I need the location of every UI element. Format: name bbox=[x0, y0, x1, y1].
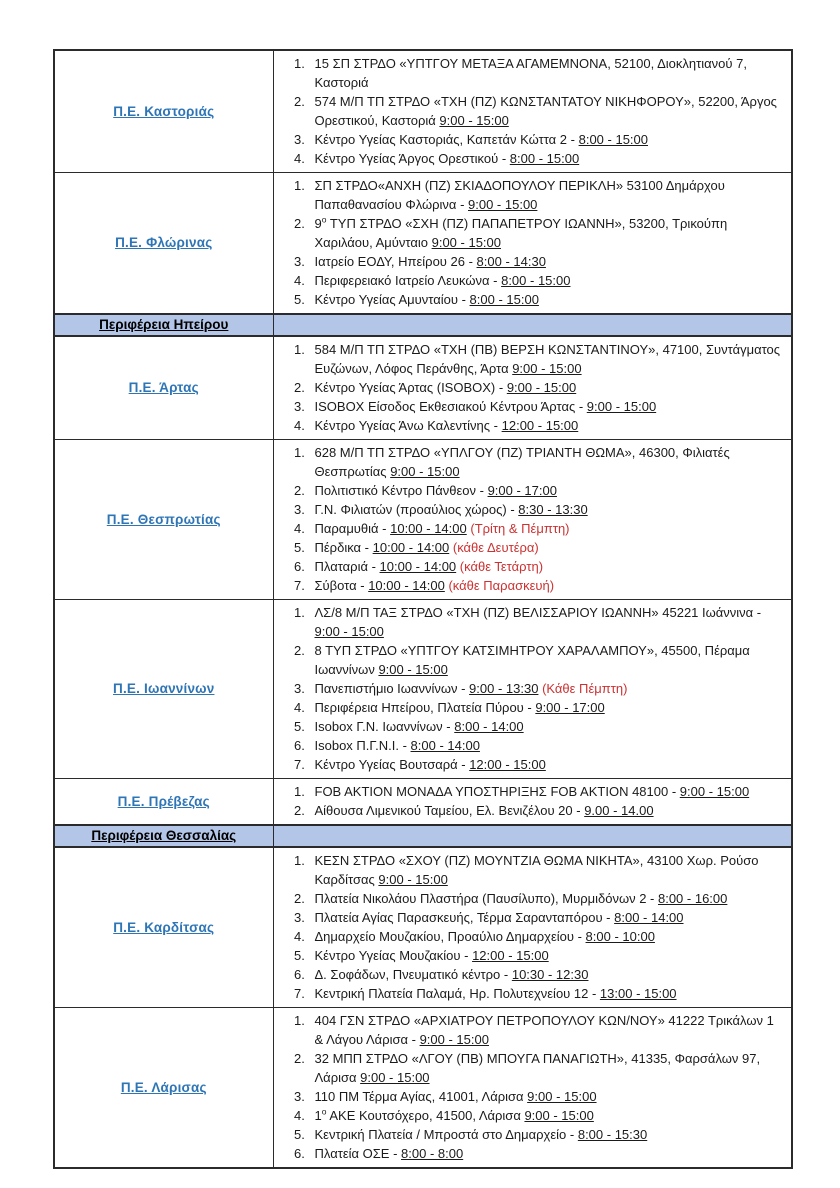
location-item bbox=[309, 519, 784, 538]
location-text: Κέντρο Υγείας Άρτας (ISOBOX) - bbox=[314, 380, 507, 395]
time-range: 9:00 - 13:30 bbox=[469, 681, 539, 696]
region-name-cell bbox=[54, 779, 273, 826]
locations-cell bbox=[273, 1008, 792, 1169]
schedule-day-note: (κάθε Τετάρτη) bbox=[459, 559, 544, 574]
time-range: 9:00 - 17:00 bbox=[535, 700, 605, 715]
time-range: 9:00 - 15:00 bbox=[586, 399, 657, 414]
location-item bbox=[309, 576, 784, 595]
time-range: 8:00 - 14:00 bbox=[614, 910, 684, 925]
location-item bbox=[309, 698, 784, 717]
location-text: ΣΠ ΣΤΡΔΟ«ΑΝΧΗ (ΠΖ) ΣΚΙΑΔΟΠΟΥΛΟΥ ΠΕΡΙΚΛΗ» 53100 Δημάρχου Παπαθανασίου Φλώρινα - bbox=[314, 178, 725, 212]
time-range: 9:00 - 15:00 bbox=[468, 197, 538, 212]
location-text: 9 bbox=[314, 216, 322, 231]
time-range: 9:00 - 15:00 bbox=[431, 235, 501, 250]
region-link[interactable]: Π.Ε. Καρδίτσας bbox=[113, 919, 215, 935]
time-range: 9:00 - 15:00 bbox=[419, 1032, 489, 1047]
location-text: 1 bbox=[314, 1108, 322, 1123]
region-name-cell bbox=[54, 50, 273, 173]
location-item bbox=[309, 984, 784, 1003]
location-item bbox=[309, 679, 784, 698]
location-text: 584 Μ/Π ΤΠ ΣΤΡΔΟ «ΤΧΗ (ΠΒ) ΒΕΡΣΗ ΚΩΝΣΤΑΝΤΙΝΟΥ», 47100, Συντάγματος Ευζώνων, Λόφος Περάνθης, Άρτα bbox=[314, 342, 781, 376]
location-text: Δημαρχείο Μουζακίου, Προαύλιο Δημαρχείου - bbox=[314, 929, 586, 944]
ordinal-suffix: ο bbox=[321, 1106, 327, 1117]
location-text: 110 ΠΜ Τέρμα Αγίας, 41001, Λάρισα bbox=[314, 1089, 528, 1104]
time-range: 9:00 - 15:00 bbox=[439, 113, 509, 128]
location-text: 628 Μ/Π ΤΠ ΣΤΡΔΟ «ΥΠΛΓΟΥ (ΠΖ) ΤΡΙΑΝΤΗ ΘΩΜΑ», 46300, Φιλιατές Θεσπρωτίας bbox=[314, 445, 730, 479]
time-range: 8:00 - 15:00 bbox=[501, 273, 571, 288]
location-text: ΑΚΕ Κουτσόχερο, 41500, Λάρισα bbox=[326, 1108, 525, 1123]
time-range: 8:30 - 13:30 bbox=[518, 502, 588, 517]
region-link[interactable]: Π.Ε. Λάρισας bbox=[120, 1079, 207, 1095]
location-item bbox=[309, 557, 784, 576]
time-range: 10:00 - 14:00 bbox=[390, 521, 467, 536]
location-item bbox=[309, 603, 784, 641]
section-header-label: Περιφέρεια Ηπείρου bbox=[99, 317, 229, 332]
location-text: ΛΣ/8 Μ/Π ΤΑΞ ΣΤΡΔΟ «ΤΧΗ (ΠΖ) ΒΕΛΙΣΣΑΡΙΟΥ ΙΩΑΝΝΗ» 45221 Ιωάννινα - bbox=[314, 605, 762, 620]
location-item bbox=[309, 252, 784, 271]
locations-cell bbox=[273, 847, 792, 1008]
time-range: 9:00 - 15:00 bbox=[524, 1108, 594, 1123]
time-range: 8:00 - 15:00 bbox=[509, 151, 580, 166]
location-item bbox=[309, 340, 784, 378]
schedule-day-note: (Κάθε Πέμπτη) bbox=[542, 681, 628, 696]
region-name-cell bbox=[54, 173, 273, 315]
location-item bbox=[309, 130, 784, 149]
section-header-cell bbox=[54, 825, 273, 847]
region-name-cell bbox=[54, 1008, 273, 1169]
location-item bbox=[309, 443, 784, 481]
location-item bbox=[309, 717, 784, 736]
location-text: Κέντρο Υγείας Αμυνταίου - bbox=[314, 292, 470, 307]
time-range: 9:00 - 15:00 bbox=[378, 872, 448, 887]
schedule-day-note: (Τρίτη & Πέμπτη) bbox=[470, 521, 570, 536]
location-text: Πέρδικα - bbox=[314, 540, 373, 555]
location-item bbox=[309, 416, 784, 435]
region-row bbox=[54, 847, 792, 1008]
time-range: 10:00 - 14:00 bbox=[379, 559, 457, 574]
location-text: ISOBOX Είσοδος Εκθεσιακού Κέντρου Άρτας - bbox=[314, 399, 587, 414]
time-range: 12:00 - 15:00 bbox=[472, 948, 549, 963]
region-link[interactable]: Π.Ε. Φλώρινας bbox=[115, 235, 213, 250]
region-name-cell bbox=[54, 336, 273, 440]
location-text: 15 ΣΠ ΣΤΡΔΟ «ΥΠΤΓΟΥ ΜΕΤΑΞΑ ΑΓΑΜΕΜΝΟΝΑ, 52100, Διοκλητιανού 7, Καστοριά bbox=[314, 56, 747, 90]
time-range: 10:30 - 12:30 bbox=[511, 967, 589, 982]
time-range: 8:00 - 14:30 bbox=[476, 254, 546, 269]
region-link[interactable]: Π.Ε. Πρέβεζας bbox=[117, 793, 210, 809]
time-range: 10:00 - 14:00 bbox=[368, 578, 445, 593]
location-text: Δ. Σοφάδων, Πνευματικό κέντρο - bbox=[314, 967, 512, 982]
region-row bbox=[54, 600, 792, 779]
location-list bbox=[278, 176, 784, 309]
time-range: 9:00 - 15:00 bbox=[360, 1070, 430, 1085]
location-text: Πλαταριά - bbox=[314, 559, 380, 574]
location-item bbox=[309, 538, 784, 557]
region-name-cell bbox=[54, 600, 273, 779]
time-range: 8:00 - 8:00 bbox=[401, 1146, 464, 1161]
time-range: 8:00 - 14:00 bbox=[454, 719, 524, 734]
region-row bbox=[54, 173, 792, 315]
locations-cell bbox=[273, 50, 792, 173]
time-range: 9:00 - 15:00 bbox=[314, 624, 384, 639]
locations-cell bbox=[273, 336, 792, 440]
location-text: FOB AKTION ΜΟΝΑΔΑ ΥΠΟΣΤΗΡΙΞΗΣ FOB AKTION 48100 - bbox=[314, 784, 680, 799]
location-text: Κέντρο Υγείας Καστοριάς, Καπετάν Κώττα 2 - bbox=[314, 132, 579, 147]
location-item bbox=[309, 176, 784, 214]
locations-cell bbox=[273, 173, 792, 315]
location-text: 32 ΜΠΠ ΣΤΡΔΟ «ΛΓΟΥ (ΠΒ) ΜΠΟΥΓΑ ΠΑΝΑΓΙΩΤΗ», 41335, Φαρσάλων 97, Λάρισα bbox=[314, 1051, 761, 1085]
location-item bbox=[309, 851, 784, 889]
location-text: Σύβοτα - bbox=[314, 578, 369, 593]
time-range: 9:00 - 15:00 bbox=[378, 662, 448, 677]
time-range: 8:00 - 15:00 bbox=[578, 132, 648, 147]
location-item bbox=[309, 965, 784, 984]
location-text: 8 ΤΥΠ ΣΤΡΔΟ «ΥΠΤΓΟΥ ΚΑΤΣΙΜΗΤΡΟΥ ΧΑΡΑΛΑΜΠΟΥ», 45500, Πέραμα Ιωαννίνων bbox=[314, 643, 750, 677]
ordinal-suffix: ο bbox=[321, 214, 327, 225]
region-link[interactable]: Π.Ε. Ιωαννίνων bbox=[113, 681, 215, 696]
region-row bbox=[54, 336, 792, 440]
section-header-row bbox=[54, 825, 792, 847]
location-item bbox=[309, 889, 784, 908]
section-header-cell bbox=[54, 314, 273, 336]
location-item bbox=[309, 397, 784, 416]
region-link[interactable]: Π.Ε. Καστοριάς bbox=[113, 103, 215, 119]
time-range: 8:00 - 14:00 bbox=[410, 738, 480, 753]
time-range: 9:00 - 15:00 bbox=[679, 784, 750, 799]
location-item bbox=[309, 1087, 784, 1106]
location-item bbox=[309, 54, 784, 92]
time-range: 9:00 - 15:00 bbox=[506, 380, 577, 395]
locations-table-body bbox=[54, 50, 792, 1168]
location-item bbox=[309, 927, 784, 946]
location-item bbox=[309, 908, 784, 927]
time-range: 12:00 - 15:00 bbox=[501, 418, 579, 433]
location-list bbox=[278, 340, 784, 435]
location-text: Γ.Ν. Φιλιατών (προαύλιος χώρος) - bbox=[314, 502, 519, 517]
location-text: ΚΕΣΝ ΣΤΡΔΟ «ΣΧΟΥ (ΠΖ) ΜΟΥΝΤΖΙΑ ΘΩΜΑ ΝΙΚΗΤΑ», 43100 Χωρ. Ρούσο Καρδίτσας bbox=[314, 853, 759, 887]
time-range: 9.00 - 14.00 bbox=[584, 803, 654, 818]
location-text: Πλατεία Νικολάου Πλαστήρα (Παυσίλυπο), Μυρμιδόνων 2 - bbox=[314, 891, 658, 906]
time-range: 8:00 - 10:00 bbox=[585, 929, 655, 944]
location-item bbox=[309, 782, 784, 801]
location-item bbox=[309, 801, 784, 820]
vaccination-points-table bbox=[53, 49, 793, 1169]
section-header-empty-cell bbox=[273, 314, 792, 336]
location-list bbox=[278, 782, 784, 820]
location-text: Κέντρο Υγείας Άνω Καλεντίνης - bbox=[314, 418, 502, 433]
location-text: Περιφέρεια Ηπείρου, Πλατεία Πύρου - bbox=[314, 700, 536, 715]
time-range: 8:00 - 15:30 bbox=[577, 1127, 648, 1142]
location-item bbox=[309, 290, 784, 309]
time-range: 9:00 - 15:00 bbox=[512, 361, 582, 376]
location-text: 574 Μ/Π ΤΠ ΣΤΡΔΟ «ΤΧΗ (ΠΖ) ΚΩΝΣΤΑΝΤΑΤΟΥ ΝΙΚΗΦΟΡΟΥ», 52200, Άργος Ορεστικού, Καστοριά bbox=[314, 94, 777, 128]
schedule-day-note: (κάθε Δευτέρα) bbox=[452, 540, 539, 555]
region-link[interactable]: Π.Ε. Άρτας bbox=[128, 380, 199, 395]
location-text: 404 ΓΣΝ ΣΤΡΔΟ «ΑΡΧΙΑΤΡΟΥ ΠΕΤΡΟΠΟΥΛΟΥ ΚΩΝ/ΝΟΥ» 41222 Τρικάλων 1 & Λάγου Λάρισα - bbox=[314, 1013, 774, 1047]
region-name-cell bbox=[54, 847, 273, 1008]
location-item bbox=[309, 1106, 784, 1125]
location-item bbox=[309, 271, 784, 290]
time-range: 9:00 - 15:00 bbox=[527, 1089, 597, 1104]
location-item bbox=[309, 378, 784, 397]
location-text: Περιφερειακό Ιατρείο Λευκώνα - bbox=[314, 273, 502, 288]
location-list bbox=[278, 851, 784, 1003]
location-text: Isobox Π.Γ.Ν.Ι. - bbox=[314, 738, 411, 753]
location-item bbox=[309, 641, 784, 679]
location-text: Κέντρο Υγείας Βουτσαρά - bbox=[314, 757, 470, 772]
region-row bbox=[54, 50, 792, 173]
location-item bbox=[309, 1144, 784, 1163]
time-range: 10:00 - 14:00 bbox=[372, 540, 450, 555]
schedule-day-note: (κάθε Παρασκευή) bbox=[448, 578, 555, 593]
location-item bbox=[309, 214, 784, 252]
location-item bbox=[309, 736, 784, 755]
time-range: 13:00 - 15:00 bbox=[599, 986, 677, 1001]
section-header-row bbox=[54, 314, 792, 336]
location-text: ΤΥΠ ΣΤΡΔΟ «ΣΧΗ (ΠΖ) ΠΑΠΑΠΕΤΡΟΥ ΙΩΑΝΝΗ», 53200, Τρικούπη Χαριλάου, Αμύνταιο bbox=[314, 216, 728, 250]
location-text: Πανεπιστήμιο Ιωαννίνων - bbox=[314, 681, 470, 696]
location-list bbox=[278, 603, 784, 774]
location-text: Παραμυθιά - bbox=[314, 521, 391, 536]
location-text: Πλατεία ΟΣΕ - bbox=[314, 1146, 402, 1161]
region-row bbox=[54, 779, 792, 826]
time-range: 12:00 - 15:00 bbox=[469, 757, 546, 772]
section-header-label: Περιφέρεια Θεσσαλίας bbox=[91, 828, 237, 843]
region-link[interactable]: Π.Ε. Θεσπρωτίας bbox=[106, 511, 221, 527]
location-text: Κεντρική Πλατεία / Μπροστά στο Δημαρχείο - bbox=[314, 1127, 578, 1142]
location-list bbox=[278, 443, 784, 595]
location-item bbox=[309, 149, 784, 168]
location-text: Κέντρο Υγείας Μουζακίου - bbox=[314, 948, 473, 963]
location-item bbox=[309, 1125, 784, 1144]
location-text: Ιατρείο ΕΟΔΥ, Ηπείρου 26 - bbox=[314, 254, 477, 269]
location-item bbox=[309, 92, 784, 130]
locations-cell bbox=[273, 600, 792, 779]
location-item bbox=[309, 1049, 784, 1087]
location-text: Isobox Γ.Ν. Ιωαννίνων - bbox=[314, 719, 455, 734]
section-header-empty-cell bbox=[273, 825, 792, 847]
time-range: 8:00 - 16:00 bbox=[657, 891, 728, 906]
location-item bbox=[309, 755, 784, 774]
location-item bbox=[309, 500, 784, 519]
location-text: Πλατεία Αγίας Παρασκευής, Τέρμα Σαρανταπόρου - bbox=[314, 910, 615, 925]
location-text: Κεντρική Πλατεία Παλαμά, Ηρ. Πολυτεχνείου 12 - bbox=[314, 986, 600, 1001]
location-list bbox=[278, 54, 784, 168]
region-name-cell bbox=[54, 440, 273, 600]
location-item bbox=[309, 946, 784, 965]
location-text: Κέντρο Υγείας Άργος Ορεστικού - bbox=[314, 151, 510, 166]
location-text: Πολιτιστικό Κέντρο Πάνθεον - bbox=[314, 483, 488, 498]
locations-cell bbox=[273, 440, 792, 600]
locations-cell bbox=[273, 779, 792, 826]
location-item bbox=[309, 481, 784, 500]
time-range: 9:00 - 17:00 bbox=[487, 483, 557, 498]
location-item bbox=[309, 1011, 784, 1049]
location-text: Αίθουσα Λιμενικού Ταμείου, Ελ. Βενιζέλου 20 - bbox=[314, 803, 585, 818]
location-list bbox=[278, 1011, 784, 1163]
time-range: 9:00 - 15:00 bbox=[390, 464, 460, 479]
time-range: 8:00 - 15:00 bbox=[469, 292, 539, 307]
region-row bbox=[54, 440, 792, 600]
region-row bbox=[54, 1008, 792, 1169]
